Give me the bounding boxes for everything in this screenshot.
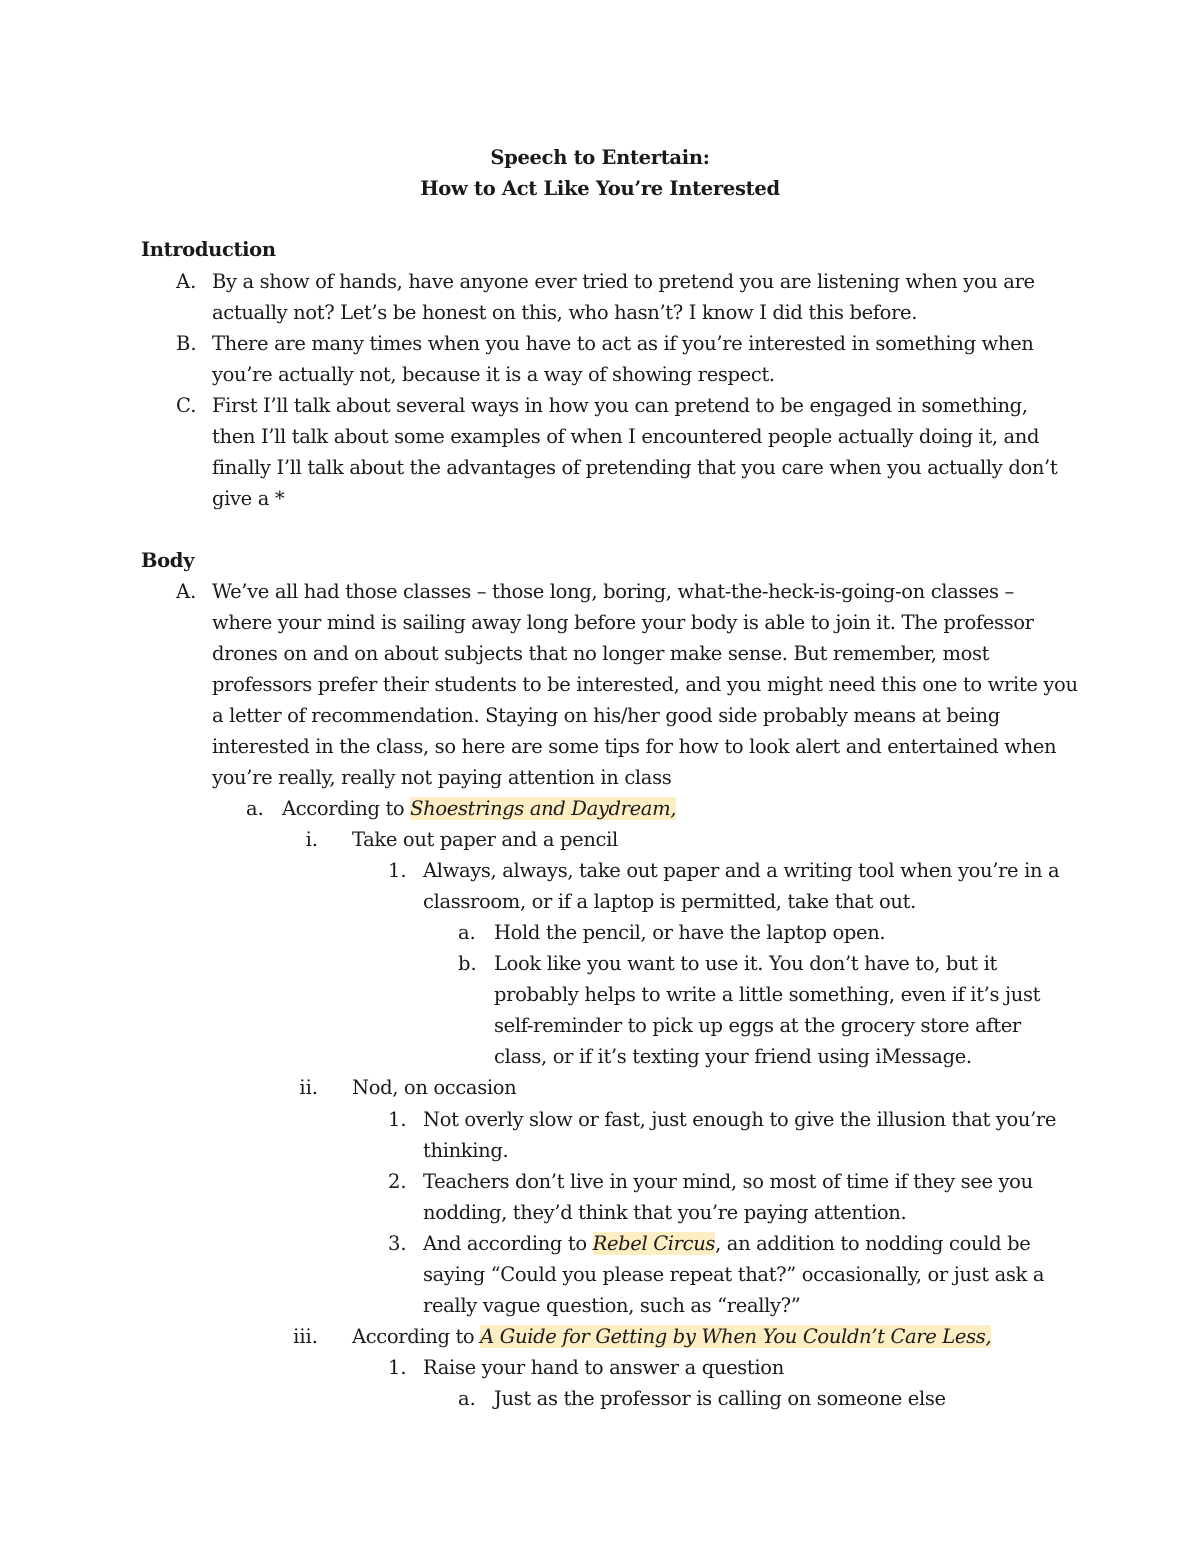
body-a-line-6: interested in the class, so here are some tips for how to look alert and entertained when	[212, 735, 1057, 758]
source-citation-highlight: Rebel Circus	[592, 1232, 716, 1255]
body-a-line-3: drones on and on about subjects that no longer make sense. But remember, most	[212, 642, 990, 665]
source-line-guide	[352, 1321, 991, 1352]
item-ii-2-line-1: Teachers don’t live in your mind, so most of time if they see you	[423, 1170, 1033, 1193]
document-subtitle: How to Act Like You’re Interested	[420, 177, 780, 200]
intro-c-line-1: First I’ll talk about several ways in how you can pretend to be engaged in something,	[212, 394, 1028, 417]
source-prefix: According to	[352, 1325, 481, 1348]
intro-c-line-4: give a *	[212, 487, 285, 510]
item-i-1-line-2: classroom, or if a laptop is permitted, take that out.	[423, 890, 916, 913]
item-ii-3-line-1	[423, 1228, 1030, 1259]
list-marker: 3.	[388, 1232, 407, 1255]
item-i-text: Take out paper and a pencil	[352, 828, 618, 851]
section-heading-introduction: Introduction	[141, 238, 276, 261]
list-marker: 2.	[388, 1170, 407, 1193]
list-marker: 1.	[388, 1108, 407, 1131]
body-a-line-4: professors prefer their students to be interested, and you might need this one to write you	[212, 673, 1078, 696]
item-i-1-b-line-1: Look like you want to use it. You don’t have to, but it	[494, 952, 997, 975]
document-title: Speech to Entertain:	[490, 146, 710, 169]
item-i-1-b-line-2: probably helps to write a little something, even if it’s just	[494, 983, 1041, 1006]
source-line-shoestrings	[282, 793, 676, 824]
item-ii-text: Nod, on occasion	[352, 1076, 517, 1099]
list-marker: b.	[458, 952, 477, 975]
list-marker: C.	[176, 394, 197, 417]
item-iii-1-text: Raise your hand to answer a question	[423, 1356, 784, 1379]
list-marker: iii.	[293, 1325, 318, 1348]
intro-a-line-2: actually not? Let’s be honest on this, who hasn’t? I know I did this before.	[212, 301, 918, 324]
intro-b-line-2: you’re actually not, because it is a way of showing respect.	[212, 363, 775, 386]
item-ii-1-line-1: Not overly slow or fast, just enough to give the illusion that you’re	[423, 1108, 1057, 1131]
item-ii-3-suffix: , an addition to nodding could be	[715, 1232, 1031, 1255]
source-prefix: According to	[282, 797, 411, 820]
body-a-line-1: We’ve all had those classes – those long, boring, what-the-heck-is-going-on classes –	[212, 580, 1014, 603]
item-ii-1-line-2: thinking.	[423, 1139, 509, 1162]
list-marker: a.	[458, 1387, 476, 1410]
list-marker: ii.	[299, 1076, 318, 1099]
list-marker: A.	[176, 580, 197, 603]
source-citation-highlight: Shoestrings and Daydream,	[410, 797, 677, 820]
item-iii-1-a-text: Just as the professor is calling on someone else	[494, 1387, 946, 1410]
intro-c-line-3: finally I’ll talk about the advantages of pretending that you care when you actually don’t	[212, 456, 1058, 479]
source-citation-highlight: A Guide for Getting by When You Couldn’t Care Less,	[480, 1325, 992, 1348]
intro-b-line-1: There are many times when you have to act as if you’re interested in something when	[212, 332, 1034, 355]
item-i-1-line-1: Always, always, take out paper and a writing tool when you’re in a	[423, 859, 1060, 882]
body-a-line-5: a letter of recommendation. Staying on his/her good side probably means at being	[212, 704, 1000, 727]
intro-c-line-2: then I’ll talk about some examples of when I encountered people actually doing it, and	[212, 425, 1040, 448]
body-a-line-7: you’re really, really not paying attention in class	[212, 766, 672, 789]
list-marker: a.	[246, 797, 264, 820]
body-a-line-2: where your mind is sailing away long before your body is able to join it. The professor	[212, 611, 1034, 634]
list-marker: A.	[176, 270, 197, 293]
item-i-1-a-text: Hold the pencil, or have the laptop open.	[494, 921, 886, 944]
item-ii-3-line-2: saying “Could you please repeat that?” occasionally, or just ask a	[423, 1263, 1045, 1286]
list-marker: 1.	[388, 859, 407, 882]
section-heading-body: Body	[141, 549, 195, 572]
item-ii-2-line-2: nodding, they’d think that you’re paying attention.	[423, 1201, 907, 1224]
item-ii-3-prefix: And according to	[423, 1232, 593, 1255]
item-ii-3-line-3: really vague question, such as “really?”	[423, 1294, 801, 1317]
item-i-1-b-line-3: self-reminder to pick up eggs at the grocery store after	[494, 1014, 1021, 1037]
list-marker: 1.	[388, 1356, 407, 1379]
item-i-1-b-line-4: class, or if it’s texting your friend using iMessage.	[494, 1045, 972, 1068]
list-marker: B.	[176, 332, 197, 355]
list-marker: a.	[458, 921, 476, 944]
list-marker: i.	[305, 828, 318, 851]
intro-a-line-1: By a show of hands, have anyone ever tried to pretend you are listening when you are	[212, 270, 1035, 293]
